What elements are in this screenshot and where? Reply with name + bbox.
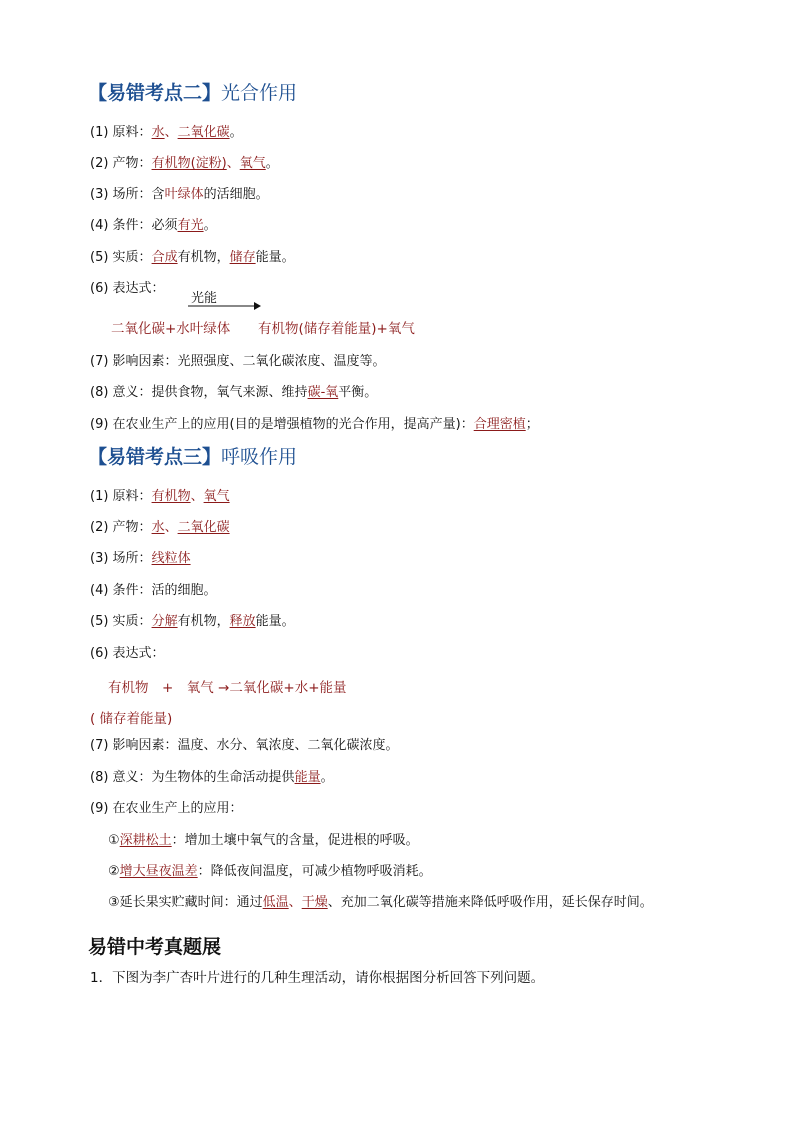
title-text: 光合作用 (221, 82, 298, 104)
section-title-respiration (88, 442, 297, 469)
application-item-2: ②增大昼夜温差：降低夜间温度，可减少植物呼吸消耗。 (108, 864, 432, 879)
line-location: (3) 场所：线粒体 (90, 551, 191, 566)
line-products: (2) 产物：有机物(淀粉)、氧气。 (90, 156, 279, 171)
expr-right: 有机物(储存着能量)+氧气 (258, 321, 415, 337)
application-item-1: ①深耕松土：增加土壤中氧气的含量，促进根的呼吸。 (108, 833, 419, 848)
expr-above-arrow: 光能 (191, 291, 218, 306)
line-significance: (8) 意义：提供食物，氧气来源、维持碳-氧平衡。 (90, 385, 378, 400)
line-essence: (5) 实质：分解有机物，释放能量。 (90, 614, 295, 629)
expr-stored-energy: ( 储存着能量) (90, 711, 173, 727)
line-expression-label: (6) 表达式： (90, 281, 165, 296)
line-raw-materials: (1) 原料：有机物、氧气 (90, 489, 230, 504)
line-significance: (8) 意义：为生物体的生命活动提供能量。 (90, 770, 334, 785)
line-conditions: (4) 条件：活的细胞。 (90, 583, 217, 598)
line-application: (9) 在农业生产上的应用： (90, 801, 243, 816)
line-application: (9) 在农业生产上的应用(目的是增强植物的光合作用，提高产量)：合理密植； (90, 417, 539, 432)
title-bracket: 【易错考点三】 (88, 446, 222, 468)
line-location: (3) 场所：含叶绿体的活细胞。 (90, 187, 269, 202)
expr-respiration: 有机物 + 氧气 →二氧化碳+水+能量 (108, 680, 347, 696)
title-text: 呼吸作用 (221, 446, 298, 468)
section-title-photosynthesis (88, 78, 297, 105)
expr-left: 二氧化碳+水叶绿体 (111, 321, 231, 337)
line-factors: (7) 影响因素：温度、水分、氧浓度、二氧化碳浓度。 (90, 738, 399, 753)
question-1: 1．下图为李广杏叶片进行的几种生理活动，请你根据图分析回答下列问题。 (90, 970, 545, 986)
line-raw-materials: (1) 原料：水、二氧化碳。 (90, 125, 243, 140)
line-conditions: (4) 条件：必须有光。 (90, 218, 217, 233)
arrow-icon (188, 301, 262, 311)
line-expression-label: (6) 表达式： (90, 646, 165, 661)
line-factors: (7) 影响因素：光照强度、二氧化碳浓度、温度等。 (90, 354, 386, 369)
line-essence: (5) 实质：合成有机物，储存能量。 (90, 250, 295, 265)
title-bracket: 【易错考点二】 (88, 82, 222, 104)
line-products: (2) 产物：水、二氧化碳 (90, 520, 230, 535)
application-item-3: ③延长果实贮藏时间：通过低温、干燥、充加二氧化碳等措施来降低呼吸作用，延长保存时间。 (108, 895, 653, 910)
section-title-exam: 易错中考真题展 (88, 936, 222, 958)
